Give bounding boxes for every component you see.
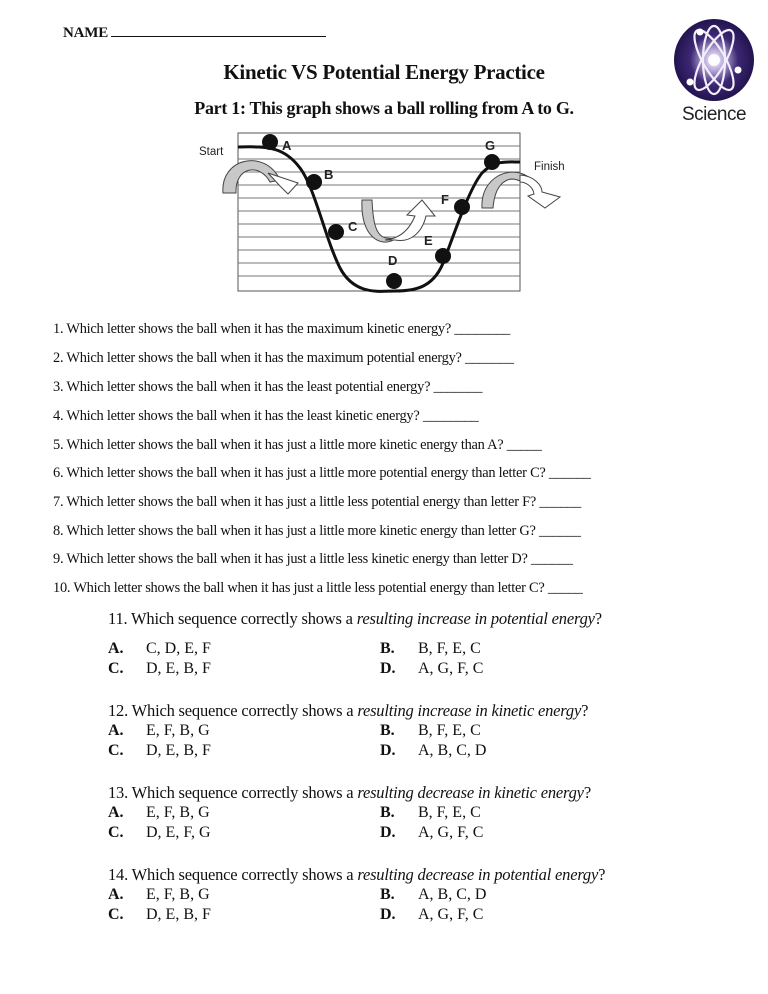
q14-option-d[interactable]: D. A, G, F, C <box>380 906 484 923</box>
q14-option-c[interactable]: C. D, E, B, F <box>108 906 211 923</box>
q12-option-d[interactable]: D. A, B, C, D <box>380 742 487 759</box>
q12-option-c[interactable]: C. D, E, B, F <box>108 742 211 759</box>
point-label-c: C <box>348 219 358 234</box>
question-13: 13. Which sequence correctly shows a resulting decrease in kinetic energy? <box>108 783 591 802</box>
atom-icon <box>672 18 756 102</box>
page-title: Kinetic VS Potential Energy Practice <box>223 60 545 84</box>
question-1: 1. Which letter shows the ball when it has the maximum kinetic energy? ________ <box>53 321 510 337</box>
q13-option-b[interactable]: B. B, F, E, C <box>380 804 481 821</box>
point-label-f: F <box>441 192 449 207</box>
finish-label: Finish <box>534 161 565 173</box>
question-7: 7. Which letter shows the ball when it has just a little less potential energy than letter F? ______ <box>53 494 581 510</box>
point-label-e: E <box>424 233 433 248</box>
logo-label: Science <box>681 104 747 125</box>
q11-option-a[interactable]: A. C, D, E, F <box>108 640 211 657</box>
question-10: 10. Which letter shows the ball when it has just a little less potential energy than letter C? _____ <box>53 580 583 596</box>
q11-option-d[interactable]: D. A, G, F, C <box>380 660 484 677</box>
question-2: 2. Which letter shows the ball when it has the maximum potential energy? _______ <box>53 350 514 366</box>
q13-option-a[interactable]: A. E, F, B, G <box>108 804 210 821</box>
q13-option-d[interactable]: D. A, G, F, C <box>380 824 484 841</box>
point-label-g: G <box>485 138 496 153</box>
q11-option-c[interactable]: C. D, E, B, F <box>108 660 211 677</box>
ball-track-diagram <box>190 128 580 298</box>
section-subtitle: Part 1: This graph shows a ball rolling from A to G. <box>194 98 574 118</box>
q12-option-a[interactable]: A. E, F, B, G <box>108 722 210 739</box>
question-12: 12. Which sequence correctly shows a resulting increase in kinetic energy? <box>108 701 589 720</box>
question-6: 6. Which letter shows the ball when it has just a little more potential energy than letter C? ______ <box>53 465 591 481</box>
question-14: 14. Which sequence correctly shows a resulting decrease in potential energy? <box>108 865 606 884</box>
q11-option-b[interactable]: B. B, F, E, C <box>380 640 481 657</box>
name-field[interactable] <box>63 22 326 42</box>
start-label: Start <box>199 146 224 158</box>
question-9: 9. Which letter shows the ball when it has just a little less kinetic energy than letter D? ______ <box>53 551 573 567</box>
question-5: 5. Which letter shows the ball when it has just a little more kinetic energy than A? _____ <box>53 437 542 453</box>
q12-option-b[interactable]: B. B, F, E, C <box>380 722 481 739</box>
point-label-a: A <box>282 138 292 153</box>
question-11: 11. Which sequence correctly shows a resulting increase in potential energy? <box>108 609 602 628</box>
science-logo <box>672 18 756 130</box>
q13-option-c[interactable]: C. D, E, F, G <box>108 824 211 841</box>
point-label-b: B <box>324 167 334 182</box>
question-8: 8. Which letter shows the ball when it has just a little more kinetic energy than letter G? ______ <box>53 523 581 539</box>
name-blank[interactable] <box>111 22 326 37</box>
point-label-d: D <box>388 253 398 268</box>
q14-option-a[interactable]: A. E, F, B, G <box>108 886 210 903</box>
name-label: NAME <box>63 25 109 41</box>
question-4: 4. Which letter shows the ball when it has the least kinetic energy? ________ <box>53 408 479 424</box>
q14-option-b[interactable]: B. A, B, C, D <box>380 886 487 903</box>
question-3: 3. Which letter shows the ball when it has the least potential energy? _______ <box>53 379 483 395</box>
